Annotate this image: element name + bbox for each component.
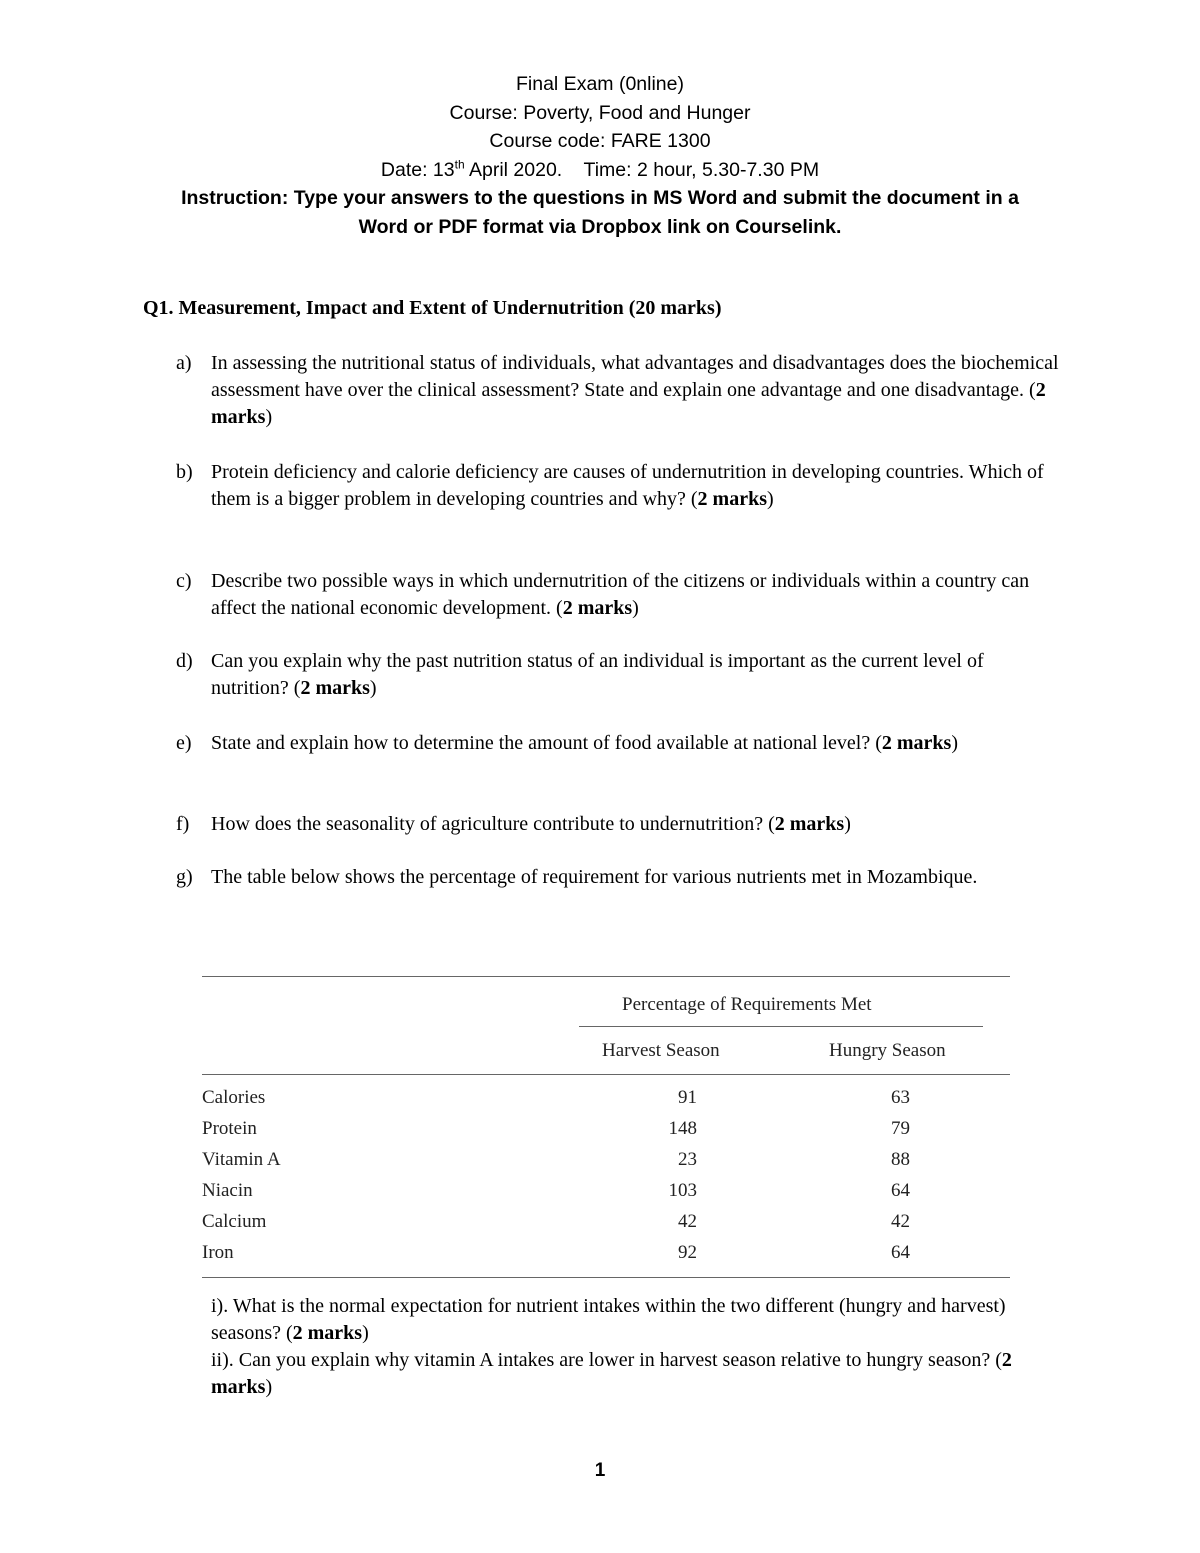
- table-bottom-rule: [202, 1277, 1010, 1278]
- table-cell-nutrient: Niacin: [202, 1180, 253, 1201]
- table-cell-harvest: 23: [678, 1149, 697, 1170]
- question-item-g: g) The table below shows the percentage of requirement for various nutrients met in Mozambique.: [176, 866, 978, 888]
- table-cell-nutrient: Protein: [202, 1118, 257, 1139]
- table-group-header: Percentage of Requirements Met: [622, 994, 872, 1015]
- table-top-rule: [202, 976, 1010, 977]
- column-header-harvest: Harvest Season: [602, 1040, 720, 1061]
- table-cell-nutrient: Calcium: [202, 1211, 267, 1232]
- column-header-hungry: Hungry Season: [829, 1040, 946, 1061]
- table-cell-harvest: 148: [668, 1118, 697, 1139]
- table-header-rule: [202, 1074, 1010, 1075]
- exam-date-time: Date: 13th April 2020. Time: 2 hour, 5.30-7.30 PM: [380, 157, 820, 181]
- table-cell-hungry: 79: [891, 1118, 910, 1139]
- table-cell-hungry: 63: [891, 1087, 910, 1108]
- question-item-e: e) State and explain how to determine the amount of food available at national level? (2 marks): [176, 732, 959, 754]
- nutrient-table: [202, 976, 1010, 1280]
- table-cell-hungry: 42: [891, 1211, 910, 1232]
- table-cell-nutrient: Vitamin A: [202, 1149, 281, 1170]
- exam-header: [140, 70, 1060, 241]
- table-cell-hungry: 64: [891, 1242, 910, 1263]
- table-cell-hungry: 64: [891, 1180, 910, 1201]
- table-cell-nutrient: Iron: [202, 1242, 234, 1263]
- table-cell-harvest: 103: [668, 1180, 697, 1201]
- table-cell-harvest: 92: [678, 1242, 697, 1263]
- subquestion-ii: ii). Can you explain why vitamin A intakes are lower in harvest season relative to hungry season? (2 marks): [211, 1349, 1012, 1398]
- table-cell-nutrient: Calories: [202, 1087, 266, 1108]
- question-item-a: a) In assessing the nutritional status of individuals, what advantages and disadvantages does the biochemical assessment have over the clinical assessment? State and explain one advantage and one disadvantage. (2 marks): [176, 352, 1059, 428]
- question-item-b: b) Protein deficiency and calorie deficiency are causes of undernutrition in developing countries. Which of them is a bigger problem in developing countries and why? (2 marks): [176, 461, 1044, 510]
- question-item-f: f) How does the seasonality of agriculture contribute to undernutrition? (2 marks): [176, 813, 851, 835]
- question-1-title: Q1. Measurement, Impact and Extent of Undernutrition (20 marks): [143, 297, 722, 319]
- page-number: 1: [594, 1460, 606, 1481]
- exam-title: Final Exam (0nline): [516, 73, 684, 95]
- question-item-d: d) Can you explain why the past nutrition status of an individual is important as the current level of nutrition? (2 marks): [176, 650, 984, 699]
- course-code: Course code: FARE 1300: [489, 130, 711, 152]
- instruction-line-2: Word or PDF format via Dropbox link on Courselink.: [358, 215, 842, 238]
- question-item-c: c) Describe two possible ways in which undernutrition of the citizens or individuals within a country can affect the national economic development. (2 marks): [176, 570, 1030, 619]
- table-group-rule: [579, 1026, 983, 1027]
- instruction-line-1: Instruction: Type your answers to the questions in MS Word and submit the document in a: [181, 187, 1019, 209]
- table-cell-harvest: 42: [678, 1211, 697, 1232]
- subquestion-i: i). What is the normal expectation for nutrient intakes within the two different (hungry and harvest) seasons? (2 marks): [211, 1295, 1006, 1344]
- table-cell-harvest: 91: [678, 1087, 697, 1108]
- course-name: Course: Poverty, Food and Hunger: [449, 101, 751, 124]
- table-cell-hungry: 88: [891, 1149, 910, 1170]
